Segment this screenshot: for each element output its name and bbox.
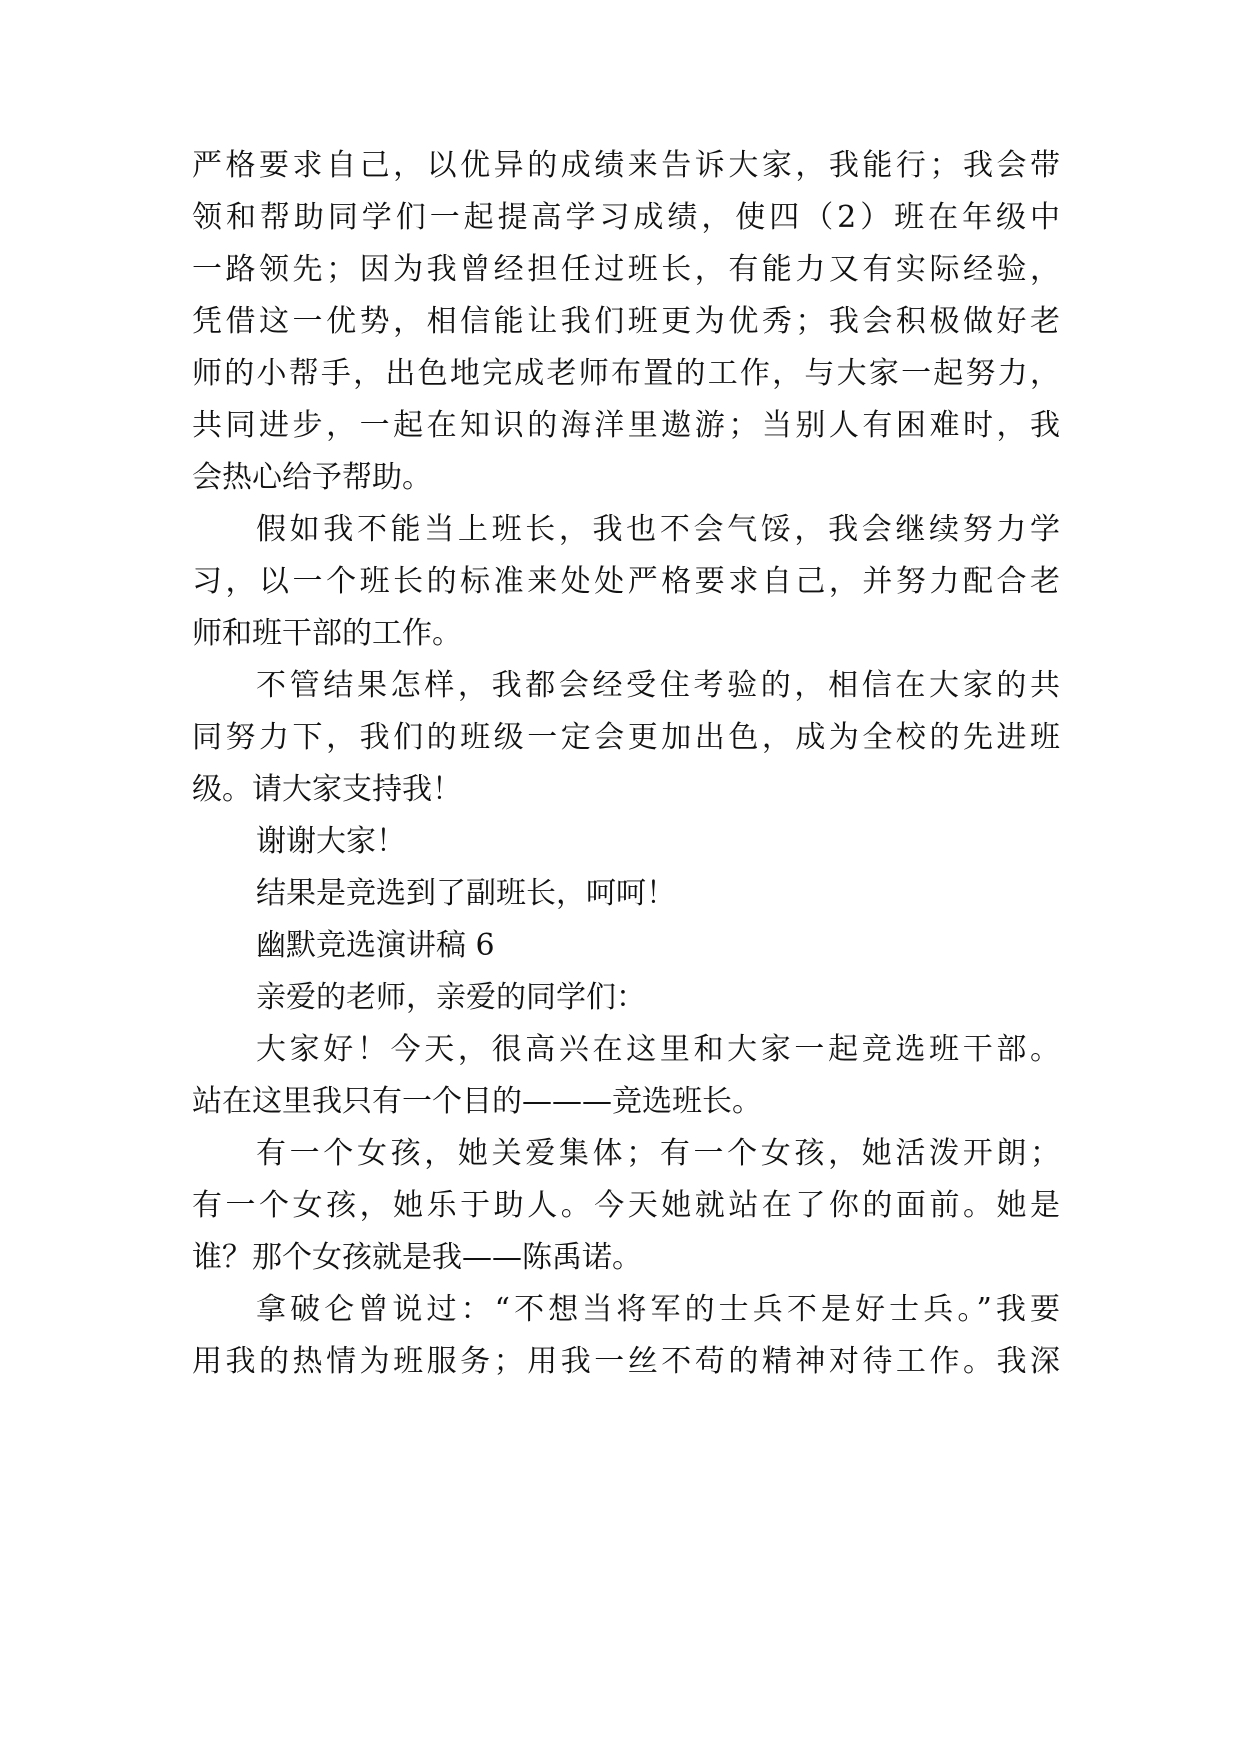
text-line: 站在这里我只有一个目的———竞选班长。 <box>192 1084 762 1119</box>
text-line: 习，以一个班长的标准来处处严格要求自己，并努力配合老 <box>192 564 1060 599</box>
text-line: 级。请大家支持我！ <box>192 772 462 807</box>
text-line: 会热心给予帮助。 <box>192 460 432 495</box>
text-line: 共同进步，一起在知识的海洋里遨游；当别人有困难时，我 <box>192 408 1060 443</box>
text-line: 有一个女孩，她乐于助人。今天她就站在了你的面前。她是 <box>192 1188 1060 1223</box>
text-line: 谢谢大家！ <box>256 824 406 859</box>
text-line: 有一个女孩，她关爱集体；有一个女孩，她活泼开朗； <box>256 1136 1060 1171</box>
text-line: 师的小帮手，出色地完成老师布置的工作，与大家一起努力， <box>192 356 1060 391</box>
text-line: 凭借这一优势，相信能让我们班更为优秀；我会积极做好老 <box>192 304 1060 339</box>
text-line: 用我的热情为班服务；用我一丝不苟的精神对待工作。我深 <box>192 1344 1060 1379</box>
text-line: 假如我不能当上班长，我也不会气馁，我会继续努力学 <box>256 512 1060 547</box>
text-line: 谁？那个女孩就是我——陈禹诺。 <box>192 1240 642 1275</box>
section-heading: 幽默竞选演讲稿 6 <box>256 928 495 963</box>
text-line: 同努力下，我们的班级一定会更加出色，成为全校的先进班 <box>192 720 1060 755</box>
salutation: 亲爱的老师，亲爱的同学们： <box>256 980 646 1015</box>
text-line: 结果是竞选到了副班长，呵呵！ <box>256 876 676 911</box>
text-line: 拿破仑曾说过：“不想当将军的士兵不是好士兵。”我要 <box>256 1292 1060 1327</box>
text-line: 一路领先；因为我曾经担任过班长，有能力又有实际经验， <box>192 252 1060 287</box>
text-line: 领和帮助同学们一起提高学习成绩，使四（2）班在年级中 <box>192 200 1060 235</box>
text-line: 严格要求自己，以优异的成绩来告诉大家，我能行；我会带 <box>192 148 1060 183</box>
text-line: 师和班干部的工作。 <box>192 616 462 651</box>
text-line: 不管结果怎样，我都会经受住考验的，相信在大家的共 <box>256 668 1060 703</box>
text-line: 大家好！今天，很高兴在这里和大家一起竞选班干部。 <box>256 1032 1060 1067</box>
